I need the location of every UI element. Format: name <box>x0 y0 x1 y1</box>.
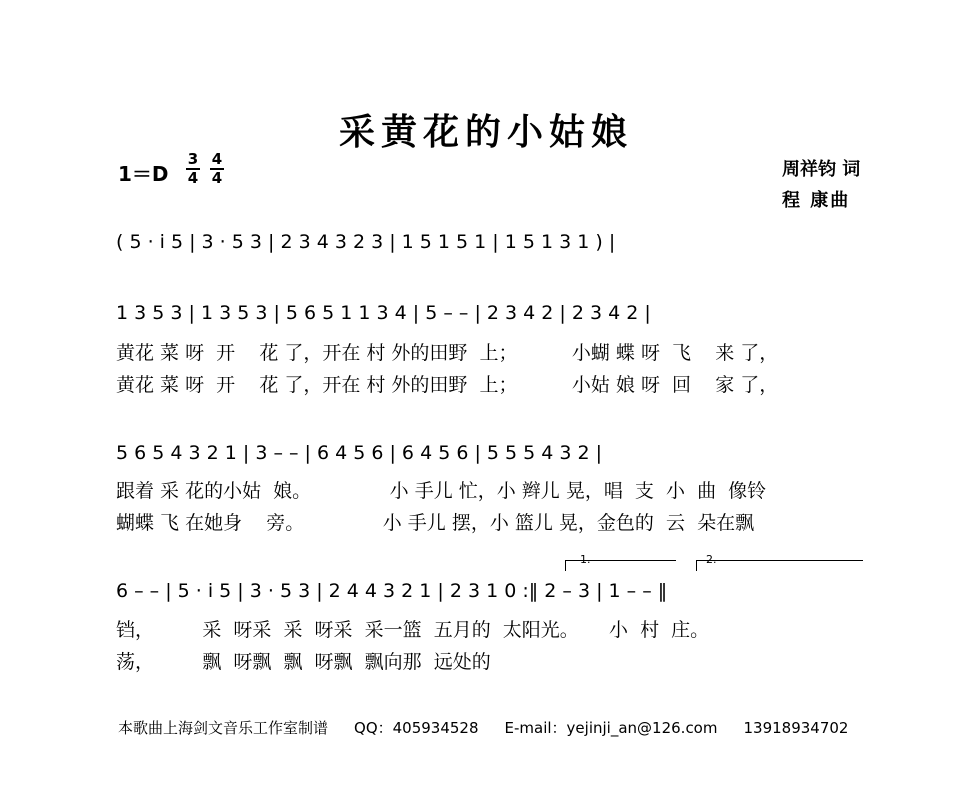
lyrics-row-4-verse-1: 铛， 采 呀采 采 呀采 采一篮 五月的 太阳光。 小 村 庄。 <box>116 619 710 641</box>
time-den: 4 <box>211 169 223 187</box>
footer-phone: 13918934702 <box>743 719 849 737</box>
second-ending-bracket <box>696 560 863 571</box>
lyrics-row-3-verse-2: 蝴蝶 飞 在她身 旁。 小 手儿 摆，小 篮儿 晃，金色的 云 朵在飘 <box>116 512 755 534</box>
footer <box>118 717 874 738</box>
composer-credit: 程 康曲 <box>782 190 851 211</box>
notes-row-4: 6 – – | 5 · i 5 | 3 · 5 3 | 2 4 4 3 2 1 | 2 3 1 0 :‖ 2 – 3 | 1 – – ‖ <box>116 580 668 602</box>
lyrics-row-2-verse-1: 黄花 菜 呀 开 花 了，开在 村 外的田野 上； 小蝴 蝶 呀 飞 来 了， <box>116 342 779 364</box>
footer-studio: 本歌曲上海剑文音乐工作室制谱 <box>118 719 329 737</box>
time-num: 3 <box>187 150 199 168</box>
time-den: 4 <box>187 169 199 187</box>
score-title: 采黄花的小姑娘 <box>338 111 633 153</box>
lyrics-row-2-verse-2: 黄花 菜 呀 开 花 了，开在 村 外的田野 上； 小姑 娘 呀 回 家 了， <box>116 374 779 396</box>
time-signature-3-4 <box>186 152 200 186</box>
time-num: 4 <box>211 150 223 168</box>
footer-qq: QQ：405934528 <box>354 719 479 737</box>
lyrics-row-3-verse-1: 跟着 采 花的小姑 娘。 小 手儿 忙，小 辫儿 晃，唱 支 小 曲 像铃 <box>116 480 767 502</box>
lyricist-credit: 周祥钧 词 <box>782 159 861 180</box>
first-ending-label: 1. <box>580 553 591 566</box>
notes-row-1: ( 5 · i 5 | 3 · 5 3 | 2 3 4 3 2 3 | 1 5 1 5 1 | 1 5 1 3 1 ) | <box>116 231 616 253</box>
notes-row-3: 5 6 5 4 3 2 1 | 3 – – | 6 4 5 6 | 6 4 5 6 | 5 5 5 4 3 2 | <box>116 442 603 464</box>
second-ending-label: 2. <box>706 553 717 566</box>
key-label: 1＝D <box>118 162 169 186</box>
lyrics-row-4-verse-2: 荡， 飘 呀飘 飘 呀飘 飘向那 远处的 <box>116 651 491 673</box>
footer-email: E-mail：yejinji_an@126.com <box>504 719 718 737</box>
notes-row-2: 1 3 5 3 | 1 3 5 3 | 5 6 5 1 1 3 4 | 5 – – | 2 3 4 2 | 2 3 4 2 | <box>116 302 651 324</box>
time-signature-4-4 <box>210 152 224 186</box>
